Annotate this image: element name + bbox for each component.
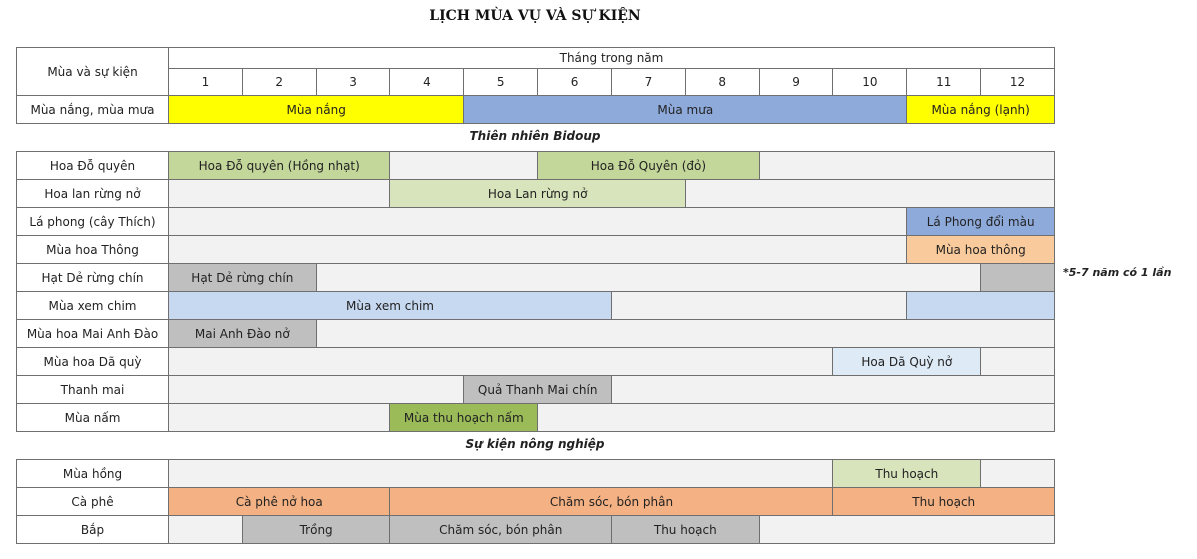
calendar-row-label: Mùa hoa Dã quỳ [16, 347, 169, 376]
calendar-row-span: Thu hoạch [611, 515, 760, 544]
calendar-row-span: Hạt Dẻ rừng chín [168, 263, 317, 292]
month-header-3: 3 [316, 68, 391, 96]
calendar-row-span: Hoa Đỗ Quyên (đỏ) [537, 151, 759, 180]
calendar-row-span: Hoa Đỗ quyên (Hồng nhạt) [168, 151, 390, 180]
month-header-7: 7 [611, 68, 686, 96]
calendar-row-label: Hoa Đỗ quyên [16, 151, 169, 180]
months-caption: Tháng trong năm [168, 47, 1055, 69]
month-header-1: 1 [168, 68, 243, 96]
chestnut-note: *5-7 năm có 1 lần [1063, 266, 1172, 279]
month-header-12: 12 [980, 68, 1055, 96]
calendar-row-label: Hoa lan rừng nở [16, 179, 169, 208]
calendar-row-label: Mùa xem chim [16, 291, 169, 320]
section-title: Thiên nhiên Bidoup [469, 129, 601, 143]
calendar-row-track [168, 403, 1055, 432]
calendar-row-span: Mùa thu hoạch nấm [389, 403, 538, 432]
calendar-row-label: Thanh mai [16, 375, 169, 404]
season-row-label: Mùa nắng, mùa mưa [16, 95, 169, 124]
month-header-11: 11 [906, 68, 981, 96]
season-row-span: Mùa mưa [463, 95, 907, 124]
calendar-row-span: Hoa Lan rừng nở [389, 179, 685, 208]
calendar-row-label: Hạt Dẻ rừng chín [16, 263, 169, 292]
month-header-6: 6 [537, 68, 612, 96]
calendar-row-label: Cà phê [16, 487, 169, 516]
calendar-row-span: Chăm sóc, bón phân [389, 515, 611, 544]
page-title: LỊCH MÙA VỤ VÀ SỰ KIỆN [429, 8, 641, 24]
calendar-row-span: Mùa hoa thông [906, 235, 1055, 264]
calendar-row-span: Hoa Dã Quỳ nở [832, 347, 981, 376]
month-header-10: 10 [832, 68, 907, 96]
month-header-8: 8 [685, 68, 760, 96]
calendar-row-label: Mùa hồng [16, 459, 169, 488]
calendar-row-label: Bắp [16, 515, 169, 544]
calendar-row-span: Lá Phong đổi màu [906, 207, 1055, 236]
calendar-row-label: Mùa nấm [16, 403, 169, 432]
season-row-span: Mùa nắng (lạnh) [906, 95, 1055, 124]
calendar-row-span: Mùa xem chim [168, 291, 612, 320]
season-row-span: Mùa nắng [168, 95, 464, 124]
calendar-row-span: Thu hoạch [832, 487, 1054, 516]
month-header-5: 5 [463, 68, 538, 96]
section-title: Sự kiện nông nghiệp [465, 437, 605, 451]
month-header-2: 2 [242, 68, 317, 96]
calendar-row-label: Mùa hoa Mai Anh Đào [16, 319, 169, 348]
calendar-row-span: Mai Anh Đào nở [168, 319, 317, 348]
calendar-row-span: Trồng [242, 515, 391, 544]
calendar-row-span: Cà phê nở hoa [168, 487, 390, 516]
calendar-row-span [980, 263, 1055, 292]
header-row-label: Mùa và sự kiện [16, 47, 169, 96]
calendar-row-span: Thu hoạch [832, 459, 981, 488]
calendar-row-span: Quả Thanh Mai chín [463, 375, 612, 404]
calendar-row-label: Lá phong (cây Thích) [16, 207, 169, 236]
calendar-row-span: Chăm sóc, bón phân [389, 487, 833, 516]
calendar-row-label: Mùa hoa Thông [16, 235, 169, 264]
month-header-9: 9 [759, 68, 834, 96]
month-header-4: 4 [389, 68, 464, 96]
calendar-row-span [906, 291, 1055, 320]
